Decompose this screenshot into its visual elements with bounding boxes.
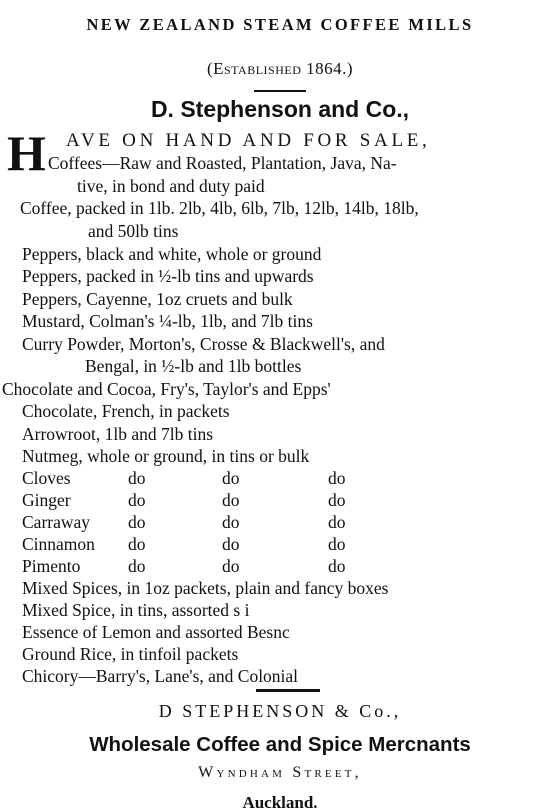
ditto-mark: do (328, 468, 346, 488)
ditto-mark: do (222, 490, 240, 510)
divider-rule (254, 90, 306, 92)
ditto-mark: do (128, 534, 146, 554)
list-item: Ground Rice, in tinfoil packets (22, 644, 239, 664)
ditto-mark: do (222, 534, 240, 554)
list-item: Chicory—Barry's, Lane's, and Colonial (22, 666, 299, 686)
lead-line: AVE ON HAND AND FOR SALE, (66, 130, 431, 151)
list-item: Chocolate, French, in packets (22, 401, 230, 421)
ditto-mark: do (128, 512, 146, 532)
list-item: Mixed Spice, in tins, assorted s i (22, 600, 250, 620)
list-item: Bengal, in ½-lb and 1lb bottles (85, 356, 302, 376)
list-item: Coffees—Raw and Roasted, Plantation, Java, Na- (48, 153, 397, 173)
spice-row-name: Carraway (22, 512, 91, 532)
ditto-mark: do (328, 512, 346, 532)
footer-street: Wyndham Street, (198, 764, 362, 781)
footer-divider-rule (256, 689, 320, 692)
spice-row-name: Pimento (22, 556, 81, 576)
ditto-mark: do (328, 490, 346, 510)
ditto-mark: do (222, 512, 240, 532)
ditto-mark: do (222, 556, 240, 576)
firm-name: D. Stephenson and Co., (150, 96, 410, 122)
list-item: Essence of Lemon and assorted Besnc (22, 622, 290, 642)
advert-heading: NEW ZEALAND STEAM COFFEE MILLS (86, 15, 474, 34)
list-item: and 50lb tins (88, 221, 179, 241)
footer-business-title: Wholesale Coffee and Spice Mercnants (89, 733, 471, 756)
list-item: Curry Powder, Morton's, Crosse & Blackwell's, and (22, 334, 385, 354)
spice-row-name: Cinnamon (22, 534, 95, 554)
list-item: Coffee, packed in 1lb. 2lb, 4lb, 6lb, 7lb, 12lb, 14lb, 18lb, (20, 198, 419, 218)
spice-row-name: Ginger (22, 490, 71, 510)
drop-cap: H (7, 125, 46, 181)
list-item: Mustard, Colman's ¼-lb, 1lb, and 7lb tins (22, 311, 313, 331)
list-item: Chocolate and Cocoa, Fry's, Taylor's and Epps' (2, 379, 331, 399)
list-item: Mixed Spices, in 1oz packets, plain and fancy boxes (22, 578, 389, 598)
established-text: (Established 1864.) (206, 59, 354, 78)
ditto-mark: do (128, 556, 146, 576)
established-line (0, 60, 560, 77)
ditto-mark: do (222, 468, 240, 488)
ditto-mark: do (128, 468, 146, 488)
list-item: Nutmeg, whole or ground, in tins or bulk (22, 446, 310, 466)
footer-town: Auckland. (242, 793, 318, 812)
footer-firm-name: D STEPHENSON & Co., (158, 701, 402, 721)
list-item: Arrowroot, 1lb and 7lb tins (22, 424, 214, 444)
ditto-mark: do (328, 534, 346, 554)
list-item: tive, in bond and duty paid (77, 176, 265, 196)
spice-row-name: Cloves (22, 468, 71, 488)
list-item: Peppers, Cayenne, 1oz cruets and bulk (22, 289, 293, 309)
list-item: Peppers, black and white, whole or ground (22, 244, 322, 264)
ditto-mark: do (128, 490, 146, 510)
list-item: Peppers, packed in ½-lb tins and upwards (22, 266, 314, 286)
ditto-mark: do (328, 556, 346, 576)
